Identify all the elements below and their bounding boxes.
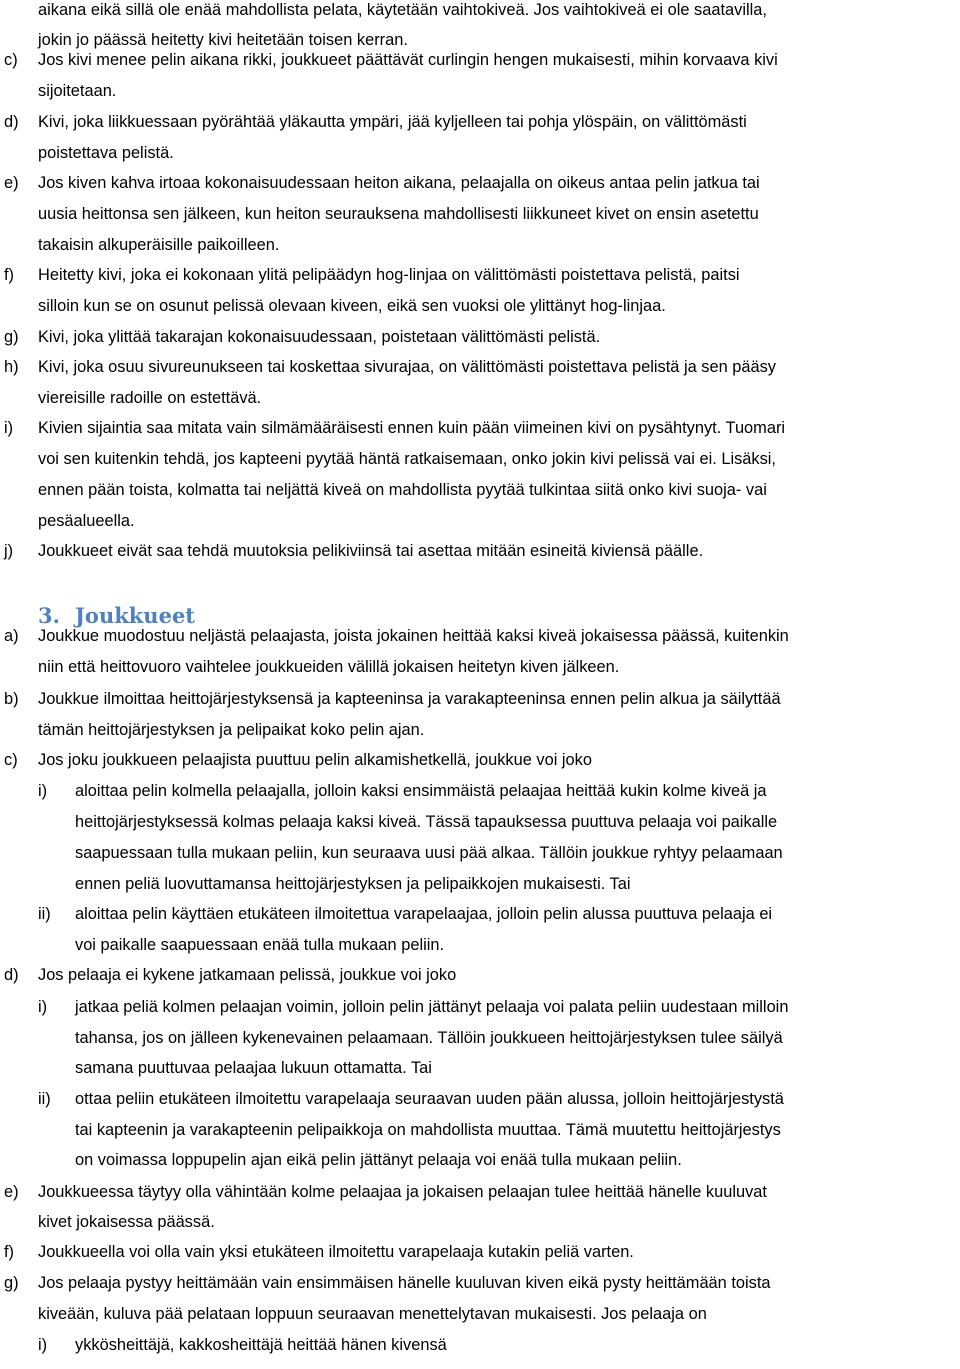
text-line: tai kapteenin ja varakapteenin pelipaikkoja on mahdollista muuttaa. Tämä muutettu heittojärjestys — [75, 1121, 781, 1139]
text-line: ennen peliä luovuttamansa heittojärjestyksen ja pelipaikkojen mukaisesti. Tai — [75, 875, 631, 893]
text-line: silloin kun se on osunut pelissä olevaan kiveen, eikä sen vuoksi ole ylittänyt hog-linjaa. — [38, 297, 666, 315]
text-line: voi sen kuitenkin tehdä, jos kapteeni pyytää häntä ratkaisemaan, onko jokin kivi pelissä vai ei. Lisäksi, — [38, 450, 776, 468]
text-line: aloittaa pelin käyttäen etukäteen ilmoitettua varapelaajaa, jolloin pelin alussa puuttuva pelaaja ei — [75, 905, 773, 923]
list-marker: e) — [4, 1183, 19, 1201]
list-marker: i) — [38, 1336, 48, 1354]
list-marker: g) — [4, 328, 19, 346]
text-line: sijoitetaan. — [38, 82, 117, 100]
text-line: on voimassa loppupelin ajan eikä pelin jättänyt pelaaja voi enää tulla mukaan peliin. — [75, 1151, 682, 1169]
text-line: takaisin alkuperäisille paikoilleen. — [38, 236, 280, 254]
text-line: ottaa peliin etukäteen ilmoitettu varapelaaja seuraavan uuden pään alussa, jolloin heittojärjestystä — [75, 1090, 784, 1108]
text-line: aloittaa pelin kolmella pelaajalla, jolloin kaksi ensimmäistä pelaajaa heittää kukin kolme kiveä ja — [75, 782, 767, 800]
list-marker: a) — [4, 627, 19, 645]
text-line: Joukkueessa täytyy olla vähintään kolme pelaajaa ja jokaisen pelaajan tulee heittää hänelle kuuluvat — [38, 1183, 767, 1201]
text-line: Joukkue ilmoittaa heittojärjestyksensä ja kapteeninsa ja varakapteeninsa ennen pelin alkua ja säilyttää — [38, 690, 781, 708]
text-line: Kivi, joka liikkuessaan pyörähtää yläkautta ympäri, jää kyljelleen tai pohja ylöspäin, on välittömästi — [38, 113, 747, 131]
list-marker: ii) — [38, 1090, 51, 1108]
text-line: tahansa, jos on jälleen kykenevainen pelaamaan. Tällöin joukkueen heittojärjestyksen tulee säilyä — [75, 1029, 783, 1047]
text-line: jatkaa peliä kolmen pelaajan voimin, jolloin pelin jättänyt pelaaja voi palata peliin uudestaan milloin — [75, 998, 789, 1016]
text-line: Kivien sijaintia saa mitata vain silmämääräisesti ennen kuin pään viimeinen kivi on pysähtynyt. Tuomari — [38, 419, 786, 437]
list-marker: ii) — [38, 905, 51, 923]
list-marker: e) — [4, 174, 19, 192]
text-line: niin että heittovuoro vaihtelee joukkueiden välillä jokaisen heitetyn kiven jälkeen. — [38, 658, 620, 676]
text-line: Joukkueella voi olla vain yksi etukäteen ilmoitettu varapelaaja kutakin peliä varten. — [38, 1243, 634, 1261]
list-marker: c) — [4, 751, 18, 769]
text-line: pesäalueella. — [38, 512, 135, 530]
list-marker: d) — [4, 966, 19, 984]
text-line: Kivi, joka ylittää takarajan kokonaisuudessaan, poistetaan välittömästi pelistä. — [38, 328, 601, 346]
text-line: kivet jokaisessa päässä. — [38, 1213, 215, 1231]
text-line: Jos joku joukkueen pelaajista puuttuu pelin alkamishetkellä, joukkue voi joko — [38, 751, 592, 769]
text-line: Jos kiven kahva irtoaa kokonaisuudessaan heiton aikana, pelaajalla on oikeus antaa pelin jatkua tai — [38, 174, 760, 192]
list-marker: h) — [4, 358, 19, 376]
text-line: uusia heittonsa sen jälkeen, kun heiton seurauksena mahdollisesti liikkuneet kivet on ensin asetettu — [38, 205, 759, 223]
list-marker: j) — [4, 542, 14, 560]
text-line: ennen pään toista, kolmatta tai neljättä kiveä on mahdollista pyytää tulkintaa siitä onko kivi suoja- vai — [38, 481, 767, 499]
text-line: saapuessaan tulla mukaan peliin, kun seuraava uusi pää alkaa. Tällöin joukkue ryhtyy pelaamaan — [75, 844, 783, 862]
text-line: Kivi, joka osuu sivureunukseen tai koskettaa sivurajaa, on välittömästi poistettava pelistä ja sen pääsy — [38, 358, 776, 376]
text-line: aikana eikä sillä ole enää mahdollista pelata, käytetään vaihtokiveä. Jos vaihtokiveä ei ole saatavilla, — [38, 1, 767, 19]
text-line: ykkösheittäjä, kakkosheittäjä heittää hänen kivensä — [75, 1336, 447, 1354]
list-marker: g) — [4, 1274, 19, 1292]
text-line: voi paikalle saapuessaan enää tulla mukaan peliin. — [75, 936, 445, 954]
list-marker: f) — [4, 1243, 15, 1261]
list-marker: d) — [4, 113, 19, 131]
text-line: Jos pelaaja pystyy heittämään vain ensimmäisen hänelle kuuluvan kiven eikä pysty heittämään toista — [38, 1274, 771, 1292]
text-line: viereisille radoille on estettävä. — [38, 389, 262, 407]
list-marker: i) — [38, 782, 48, 800]
section-title: Joukkueet — [75, 603, 196, 628]
list-marker: c) — [4, 51, 18, 69]
section-number: 3. — [38, 603, 60, 628]
text-line: jokin jo päässä heitetty kivi heitetään toisen kerran. — [38, 31, 408, 49]
list-marker: b) — [4, 690, 19, 708]
text-line: Joukkueet eivät saa tehdä muutoksia pelikiviinsä tai asettaa mitään esineitä kiviensä päälle. — [38, 542, 704, 560]
text-line: samana puuttuvaa pelaajaa lukuun ottamatta. Tai — [75, 1059, 432, 1077]
text-line: kiveään, kuluva pää pelataan loppuun seuraavan menettelytavan mukaisesti. Jos pelaaja on — [38, 1305, 707, 1323]
text-line: poistettava pelistä. — [38, 144, 174, 162]
text-line: Jos kivi menee pelin aikana rikki, joukkueet päättävät curlingin hengen mukaisesti, mihin korvaava kivi — [38, 51, 778, 69]
list-marker: f) — [4, 266, 15, 284]
text-line: heittojärjestyksessä kolmas pelaaja kaksi kiveä. Tässä tapauksessa puuttuva pelaaja voi paikalle — [75, 813, 778, 831]
list-marker: i) — [4, 419, 14, 437]
list-marker: i) — [38, 998, 48, 1016]
text-line: tämän heittojärjestyksen ja pelipaikat koko pelin ajan. — [38, 721, 425, 739]
text-line: Joukkue muodostuu neljästä pelaajasta, joista jokainen heittää kaksi kiveä jokaisessa päässä, kuitenkin — [38, 627, 789, 645]
text-line: Jos pelaaja ei kykene jatkamaan pelissä, joukkue voi joko — [38, 966, 457, 984]
text-line: Heitetty kivi, joka ei kokonaan ylitä pelipäädyn hog-linjaa on välittömästi poistettava pelistä, paitsi — [38, 266, 740, 284]
